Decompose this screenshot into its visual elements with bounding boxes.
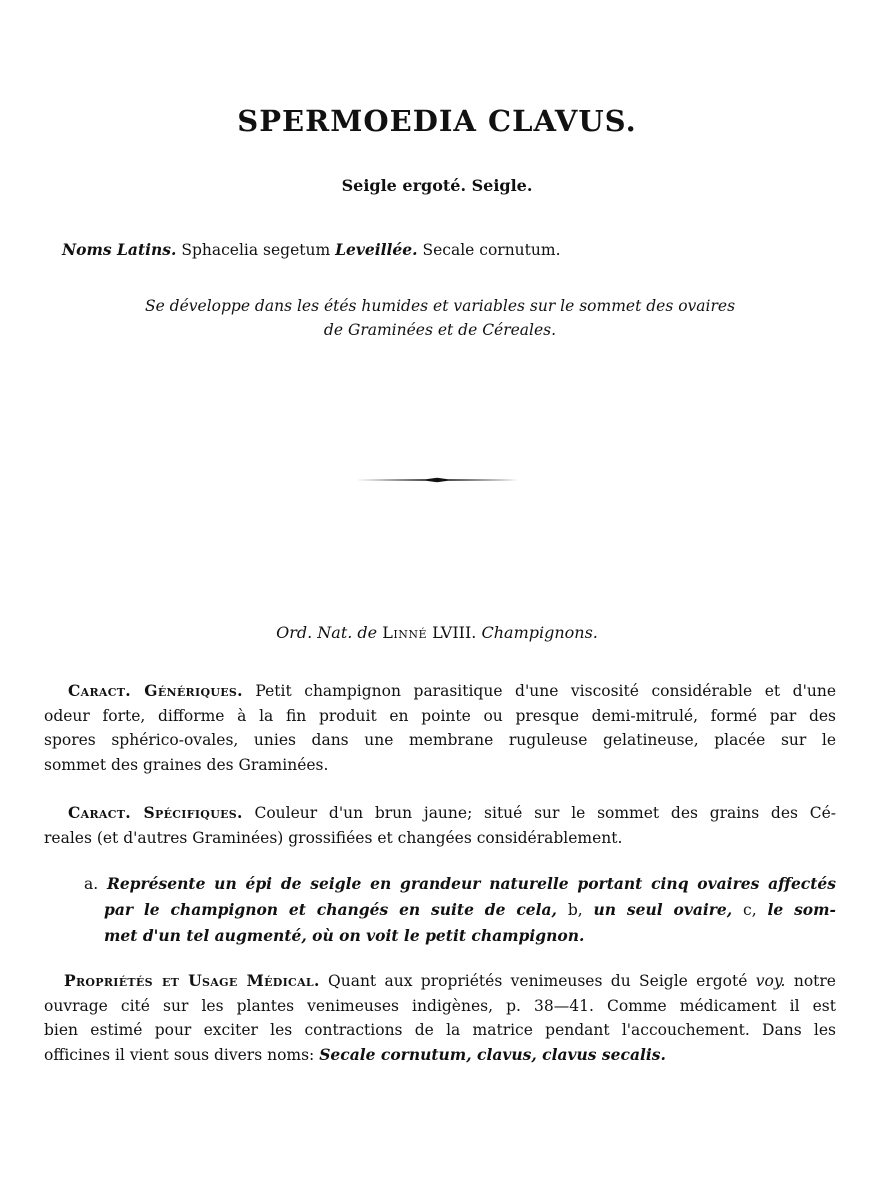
specific-characters-paragraph <box>44 801 836 850</box>
generic-line: sommet des graines des Graminées. <box>44 755 329 774</box>
generic-line: odeur forte, difforme à la fin produit en pointe ou presque demi-mitrulé, formé par des <box>44 706 836 725</box>
generic-text-1: Petit champignon parasitique d'une viscosité considérable et d'une <box>255 682 836 700</box>
properties-line <box>44 1043 836 1068</box>
properties-line: ouvrage cité sur les plantes venimeuses indigènes, p. 38—41. Comme médicament il est <box>44 996 836 1015</box>
order-name: Champignons. <box>481 623 598 642</box>
decorative-rule <box>356 475 518 485</box>
order-prefix: Ord. Nat. de <box>276 623 378 642</box>
properties-names: Secale cornutum, clavus, clavus secalis. <box>319 1044 666 1064</box>
order-author: Linné <box>382 623 427 642</box>
common-names: Seigle ergoté. Seigle. <box>341 176 533 195</box>
properties-text-1b: notre <box>793 972 836 990</box>
properties-text-4a: officines il vient sous divers noms: <box>44 1045 315 1064</box>
specific-line <box>44 801 836 826</box>
figure-line: met d'un tel augmenté, où on voit le petit champignon. <box>104 926 585 945</box>
habitat-line-2: de Graminées et de Céreales. <box>323 321 557 339</box>
latin-name-1: Sphacelia segetum <box>181 241 331 259</box>
generic-label: Caract. Génériques. <box>68 681 243 700</box>
properties-line <box>44 969 836 994</box>
properties-label: Propriétés et Usage Médical. <box>64 971 320 990</box>
latin-names <box>62 240 561 259</box>
latin-name-2: Secale cornutum. <box>422 241 561 259</box>
specific-text-1: Couleur d'un brun jaune; situé sur le sommet des grains des Cé- <box>254 804 837 822</box>
order-number: LVIII. <box>432 623 477 642</box>
generic-characters-paragraph <box>44 679 836 777</box>
generic-line <box>44 679 836 704</box>
properties-paragraph <box>44 969 836 1067</box>
figure-label-a: a. <box>84 875 99 893</box>
figure-label-c: c, <box>743 901 757 919</box>
figure-text-2b: un seul ovaire, <box>593 900 733 919</box>
latin-name-author: Leveillée. <box>335 240 418 259</box>
properties-line: bien estimé pour exciter les contractions de la matrice pendant l'accouchement. Dans les <box>44 1021 836 1039</box>
figure-text-1: Représente un épi de seigle en grandeur naturelle portant cinq ovaires affectés <box>106 874 836 893</box>
habitat-description <box>60 294 820 342</box>
figure-label-b: b, <box>567 901 583 919</box>
figure-explanation <box>84 871 836 948</box>
figure-line <box>84 897 836 923</box>
natural-order <box>0 623 874 642</box>
habitat-line-1: Se développe dans les étés humides et variables sur le sommet des ovaires <box>144 297 736 315</box>
latin-names-label: Noms Latins. <box>62 240 177 259</box>
properties-text-1a: Quant aux propriétés venimeuses du Seigle ergoté <box>328 972 748 990</box>
specific-label: Caract. Spécifiques. <box>68 803 243 822</box>
generic-line: spores sphérico-ovales, unies dans une membrane ruguleuse gelatineuse, placée sur le <box>44 731 836 749</box>
properties-voy: voy. <box>755 972 786 990</box>
page-title: SPERMOEDIA CLAVUS. <box>237 104 637 138</box>
figure-line <box>84 871 836 897</box>
figure-text-2a: par le champignon et changés en suite de cela, <box>104 900 557 919</box>
specific-line: reales (et d'autres Graminées) grossifiées et changées considérablement. <box>44 828 623 847</box>
figure-text-2c: le som- <box>767 900 836 919</box>
